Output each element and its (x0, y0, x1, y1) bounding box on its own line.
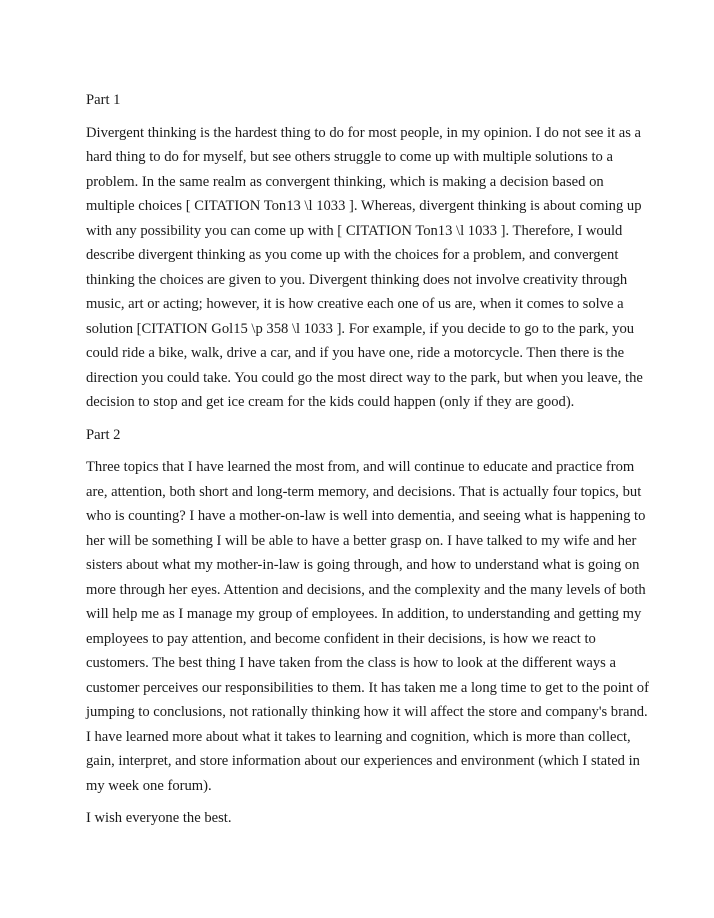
part-2-heading: Part 2 (86, 426, 121, 443)
paragraph-line: her will be something I will be able to have a better grasp on. I have talked to my wife and her (86, 532, 637, 549)
paragraph-line: will help me as I manage my group of employees. In addition, to understanding and getting my (86, 606, 642, 622)
paragraph-line: could ride a bike, walk, drive a car, and if you have one, ride a motorcycle. Then there is the (86, 345, 625, 361)
paragraph-line: Divergent thinking is the hardest thing to do for most people, in my opinion. I do not see it as a (86, 124, 642, 141)
paragraph-line: employees to pay attention, and become confident in their decisions, is how we react to (86, 630, 596, 647)
document-body (86, 88, 649, 839)
paragraph-line: my week one forum). (86, 777, 212, 794)
paragraph-line: hard thing to do for myself, but see others struggle to come up with multiple solutions to a (86, 149, 613, 165)
paragraph-line: describe divergent thinking as you come up with the choices for a problem, and convergent (86, 247, 619, 263)
paragraph-line: who is counting? I have a mother-on-law is well into dementia, and seeing what is happening to (86, 508, 646, 524)
part-1-heading: Part 1 (86, 92, 121, 108)
paragraph-line: decision to stop and get ice cream for the kids could happen (only if they are good). (86, 394, 575, 410)
paragraph-line: customer perceives our responsibilities to them. It has taken me a long time to get to the point of (86, 679, 649, 696)
paragraph-line: problem. In the same realm as convergent thinking, which is making a decision based on (86, 173, 604, 190)
paragraph-line: solution [CITATION Gol15 \p 358 \l 1033 ]. For example, if you decide to go to the park, you (86, 320, 635, 337)
closing-line: I wish everyone the best. (86, 810, 232, 826)
part-2-paragraph (86, 455, 649, 798)
paragraph-line: sisters about what my mother-in-law is going through, and how to understand what is going on (86, 557, 640, 573)
paragraph-line: multiple choices [ CITATION Ton13 \l 1033 ]. Whereas, divergent thinking is about coming up (86, 198, 642, 214)
paragraph-line: Three topics that I have learned the most from, and will continue to educate and practice from (86, 459, 635, 475)
paragraph-line: gain, interpret, and store information about our experiences and environment (which I stated in (86, 753, 640, 769)
paragraph-line: customers. The best thing I have taken from the class is how to look at the different ways a (86, 655, 616, 671)
paragraph-line: music, art or acting; however, it is how creative each one of us are, when it comes to solve a (86, 296, 624, 312)
paragraph-line: I have learned more about what it takes to learning and cognition, which is more than collect, (86, 728, 631, 745)
paragraph-line: more through her eyes. Attention and decisions, and the complexity and the many levels of both (86, 581, 646, 598)
paragraph-line: are, attention, both short and long-term memory, and decisions. That is actually four topics, but (86, 483, 642, 500)
paragraph-line: jumping to conclusions, not rationally thinking how it will affect the store and company's brand. (86, 704, 648, 720)
paragraph-line: thinking the choices are given to you. Divergent thinking does not involve creativity through (86, 271, 628, 288)
paragraph-line: with any possibility you can come up with [ CITATION Ton13 \l 1033 ]. Therefore, I would (86, 222, 623, 239)
paragraph-line: direction you could take. You could go the most direct way to the park, but when you leave, the (86, 369, 643, 386)
part-1-paragraph (86, 121, 643, 415)
